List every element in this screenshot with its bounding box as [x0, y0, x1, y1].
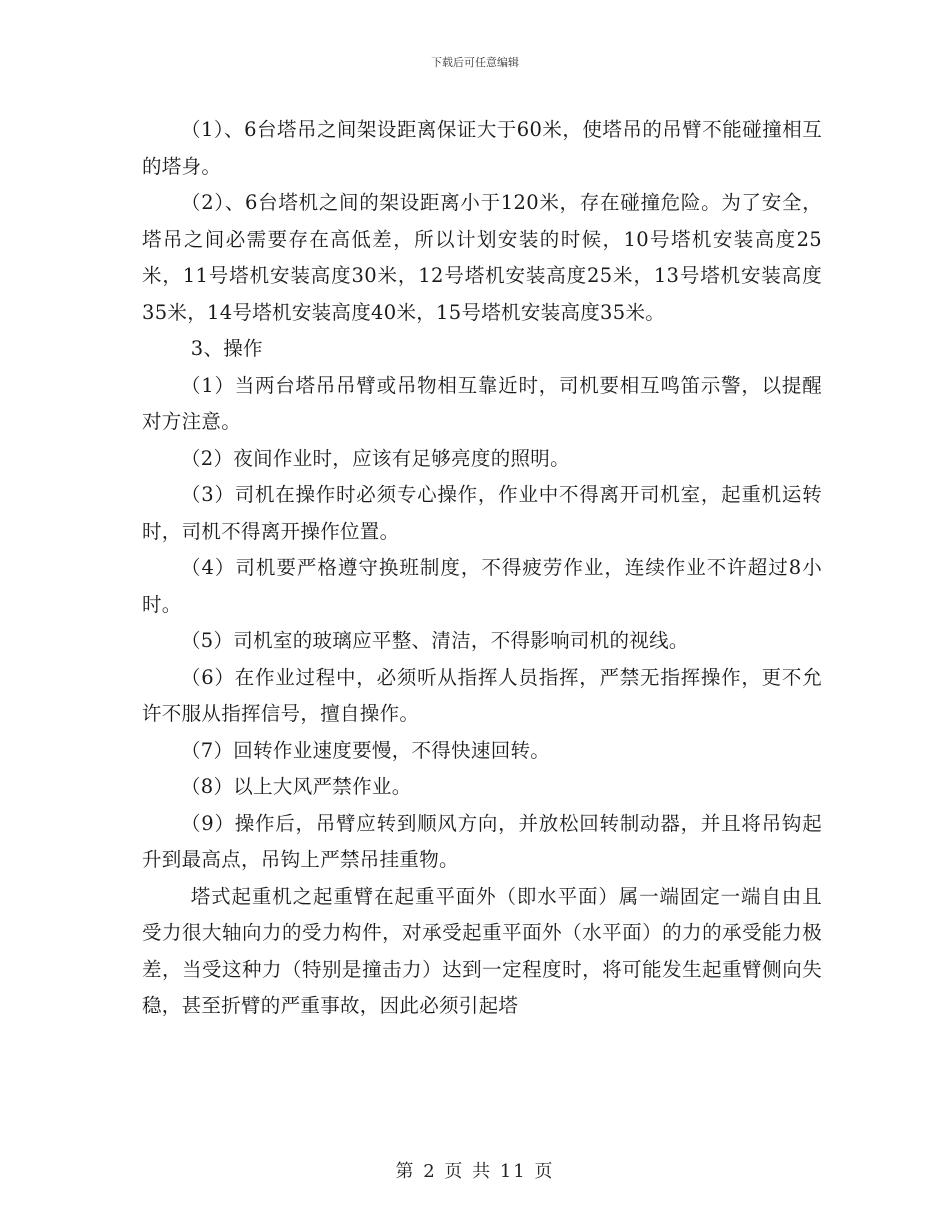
page-footer: 第 2 页 共 11 页 [395, 1161, 555, 1182]
paragraph-6: （4）司机要严格遵守换班制度，不得疲劳作业，连续作业不许超过8小时。 [142, 556, 822, 616]
document-body [142, 112, 822, 1025]
paragraph-2: （2）、6台塔机之间的架设距离小于120米，存在碰撞危险。为了安全，塔吊之间必需要存在高低差，所以计划安装的时候，10号塔机安装高度25米，11号塔机安装高度30米，12号塔机安装高度25米，13号塔机安装高度35米，14号塔机安装高度40米，15号塔机安装高度35米。 [142, 191, 822, 324]
paragraph-4: （2）夜间作业时，应该有足够亮度的照明。 [181, 446, 570, 470]
paragraph-5: （3）司机在操作时必须专心操作，作业中不得离开司机室，起重机运转时，司机不得离开操作位置。 [142, 483, 822, 543]
paragraph-7: （5）司机室的玻璃应平整、清洁，不得影响司机的视线。 [181, 629, 689, 652]
paragraph-12: 塔式起重机之起重臂在起重平面外（即水平面）属一端固定一端自由且受力很大轴向力的受力构件，对承受起重平面外（水平面）的力的承受能力极差，当受这种力（特别是撞击力）达到一定程度时，将可能发生起重臂侧向失稳，甚至折臂的严重事故，因此必须引起塔 [142, 884, 822, 1017]
paragraph-9: （7）回转作业速度要慢，不得快速回转。 [181, 738, 551, 762]
paragraph-1: （1）、6台塔吊之间架设距离保证大于60米，使塔吊的吊臂不能碰撞相互的塔身。 [142, 118, 822, 178]
page-header: 下载后可任意编辑 [431, 56, 519, 69]
section-heading-operation: 3、操作 [190, 337, 263, 360]
paragraph-3: （1）当两台塔吊吊臂或吊物相互靠近时，司机要相互鸣笛示警，以提醒对方注意。 [142, 373, 822, 433]
paragraph-10: （8）以上大风严禁作业。 [181, 775, 412, 798]
paragraph-11: （9）操作后，吊臂应转到顺风方向，并放松回转制动器，并且将吊钩起升到最高点，吊钩上严禁吊挂重物。 [142, 811, 822, 871]
paragraph-8: （6）在作业过程中，必须听从指挥人员指挥，严禁无指挥操作，更不允许不服从指挥信号，擅自操作。 [142, 665, 822, 725]
